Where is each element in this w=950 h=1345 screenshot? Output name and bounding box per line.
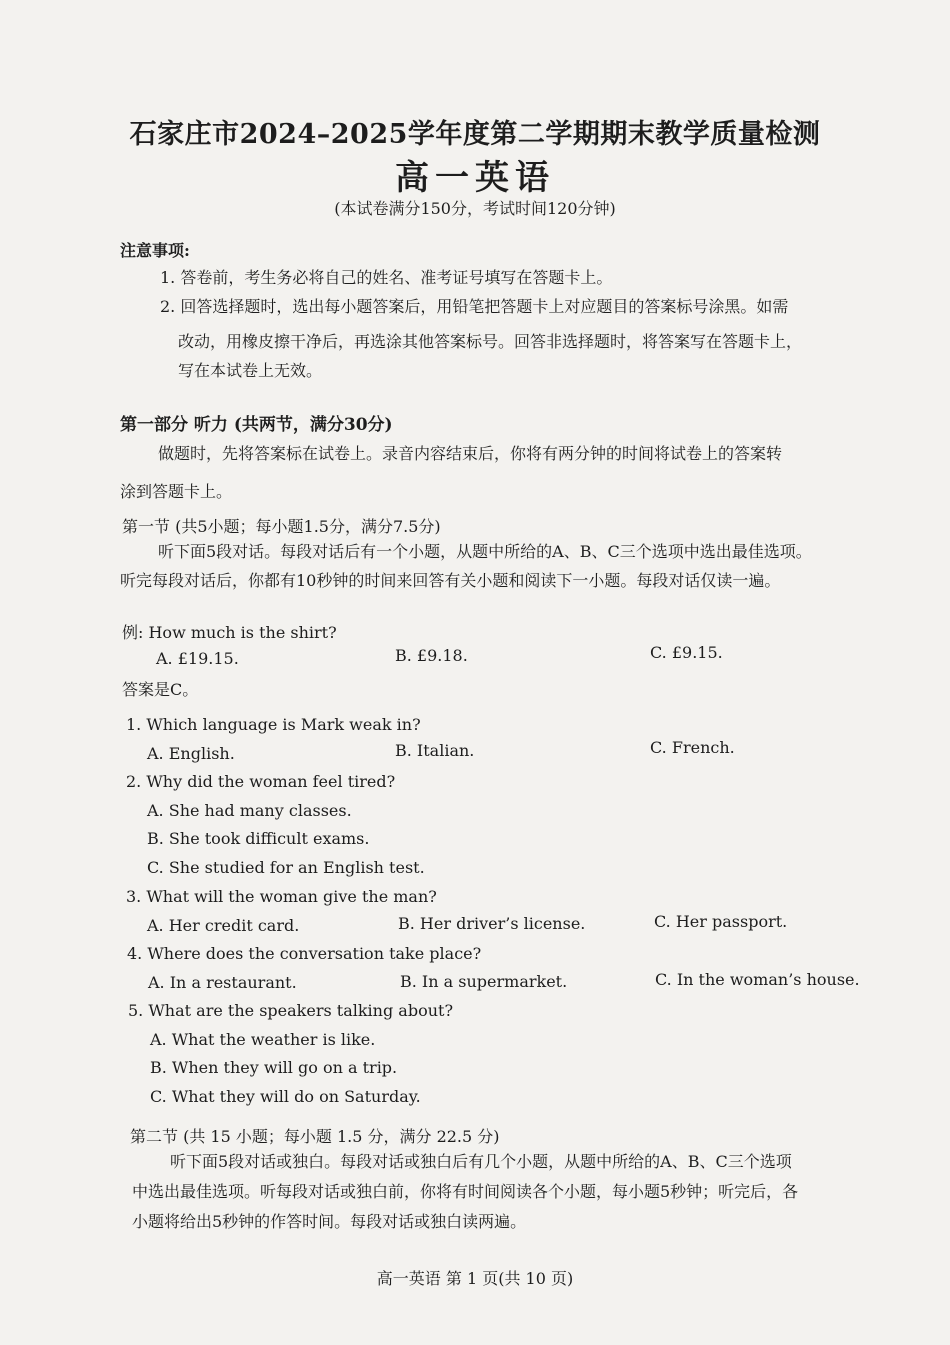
- notice-item-2-line2: 改动，用橡皮擦干净后，再选涂其他答案标号。回答非选择题时，将答案写在答题卡上，: [178, 332, 803, 351]
- example-option-c: C. £9.15.: [650, 643, 723, 662]
- example-question: 例: How much is the shirt?: [122, 623, 337, 642]
- q1-option-a: A. English.: [147, 744, 235, 763]
- part1-intro-line1: 做题时，先将答案标在试卷上。录音内容结束后，你将有两分钟的时间将试卷上的答案转: [158, 444, 783, 463]
- question-4: 4. Where does the conversation take place?: [127, 944, 482, 963]
- q2-option-b: B. She took difficult exams.: [147, 829, 370, 848]
- q3-option-a: A. Her credit card.: [147, 916, 300, 935]
- question-1: 1. Which language is Mark weak in?: [126, 715, 421, 734]
- q2-option-c: C. She studied for an English test.: [147, 858, 425, 877]
- q5-option-a: A. What the weather is like.: [150, 1030, 376, 1049]
- question-3: 3. What will the woman give the man?: [126, 887, 437, 906]
- question-5: 5. What are the speakers talking about?: [128, 1001, 454, 1020]
- section2-instructions-line1: 听下面5段对话或独白。每段对话或独白后有几个小题，从题中所给的A、B、C三个选项: [170, 1152, 792, 1171]
- q5-option-b: B. When they will go on a trip.: [150, 1058, 398, 1077]
- example-option-b: B. £9.18.: [395, 646, 468, 665]
- q3-option-c: C. Her passport.: [654, 912, 788, 931]
- notice-heading: 注意事项:: [120, 241, 190, 260]
- q4-option-b: B. In a supermarket.: [400, 972, 568, 991]
- q3-option-b: B. Her driver’s license.: [398, 914, 586, 933]
- section1-instructions-line1: 听下面5段对话。每段对话后有一个小题，从题中所给的A、B、C三个选项中选出最佳选项。: [158, 542, 812, 561]
- section2-instructions-line2: 中选出最佳选项。听每段对话或独白前，你将有时间阅读各个小题，每小题5秒钟；听完后，各: [132, 1182, 799, 1201]
- part1-intro-line2: 涂到答题卡上。: [120, 482, 233, 501]
- notice-item-2-line3: 写在本试卷上无效。: [178, 361, 323, 380]
- page-footer: 高一英语 第 1 页(共 10 页): [376, 1269, 574, 1288]
- section1-instructions-line2: 听完每段对话后，你都有10秒钟的时间来回答有关小题和阅读下一小题。每段对话仅读一遍。: [120, 571, 781, 590]
- q2-option-a: A. She had many classes.: [147, 801, 352, 820]
- subject-title: 高一英语: [395, 158, 555, 198]
- q1-option-b: B. Italian.: [395, 741, 475, 760]
- example-option-a: A. £19.15.: [156, 649, 239, 668]
- notice-item-2-line1: 2. 回答选择题时，选出每小题答案后，用铅笔把答题卡上对应题目的答案标号涂黑。如需: [160, 297, 789, 316]
- notice-item-1: 1. 答卷前，考生务必将自己的姓名、准考证号填写在答题卡上。: [160, 268, 613, 287]
- section2-heading: 第二节 (共 15 小题；每小题 1.5 分，满分 22.5 分): [130, 1127, 500, 1146]
- exam-title: 石家庄市2024–2025学年度第二学期期末教学质量检测: [129, 119, 821, 150]
- exam-info: (本试卷满分150分，考试时间120分钟): [334, 199, 616, 218]
- q4-option-a: A. In a restaurant.: [148, 973, 297, 992]
- part1-heading: 第一部分 听力 (共两节，满分30分): [120, 415, 393, 435]
- example-answer: 答案是C。: [122, 680, 199, 699]
- question-2: 2. Why did the woman feel tired?: [126, 772, 396, 791]
- q1-option-c: C. French.: [650, 738, 735, 757]
- q4-option-c: C. In the woman’s house.: [655, 970, 860, 989]
- section1-heading: 第一节 (共5小题；每小题1.5分，满分7.5分): [122, 517, 441, 536]
- q5-option-c: C. What they will do on Saturday.: [150, 1087, 421, 1106]
- section2-instructions-line3: 小题将给出5秒钟的作答时间。每段对话或独白读两遍。: [132, 1212, 527, 1231]
